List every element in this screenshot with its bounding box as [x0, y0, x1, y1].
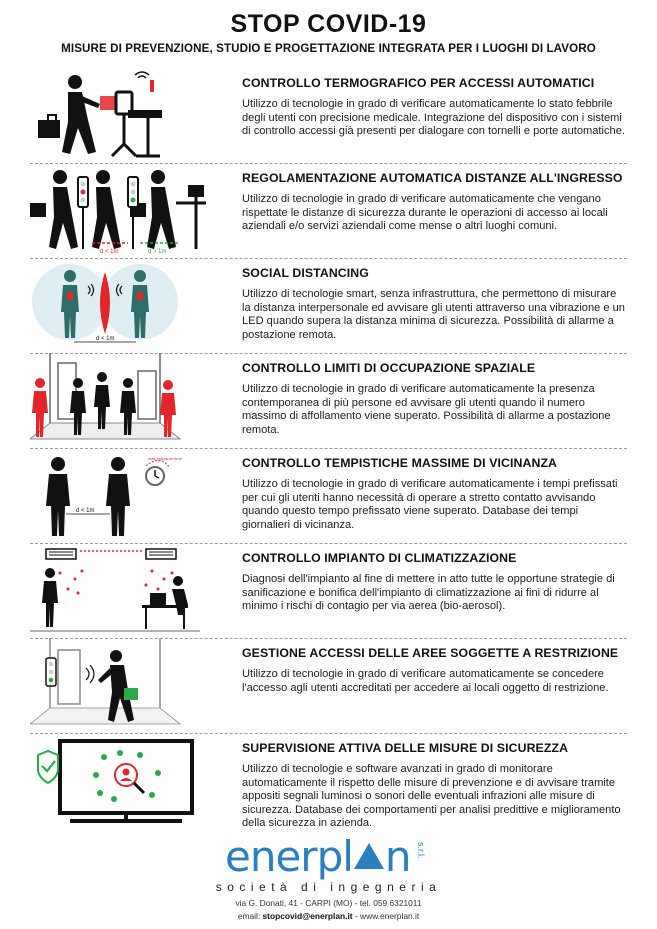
section-title: SOCIAL DISTANCING [242, 266, 369, 280]
website-text: - www.enerplan.it [352, 911, 420, 921]
entrance-distance-illustration [30, 163, 230, 255]
room-occupancy-illustration [30, 353, 230, 445]
section-text: Utilizzo di tecnologie in grado di verificare automaticamente la presenza contemporanea di più persone ed avvisare gli utenti quando il numero massimo di affollamento viene superato. Possibilità di allarme a postazione remota. [242, 383, 611, 436]
email-link[interactable]: stopcovid@enerplan.it [262, 911, 353, 921]
section-security-supervision [30, 733, 627, 833]
section-entrance-distance [30, 163, 627, 259]
thermal-scanner-illustration [30, 68, 230, 160]
section-text: Diagnosi dell'impianto al fine di mettere in atto tutte le opportune strategie di sanificazione e bonifica dell'impianto di climatizzazione ai fini di ridurre al minimo i rischi di contagio per via aerea (bio-aerosol). [242, 573, 615, 613]
section-title: GESTIONE ACCESSI DELLE AREE SOGGETTE A RESTRIZIONE [242, 646, 619, 660]
section-text: Utilizzo di tecnologie in grado di verificare automaticamente i tempi prefissati per cui gli utenti hanno necessità di operare a stretto contatto avvisando quando questo tempo prefissato viene superato. Database dei tempi giornalieri di vicinanza. [242, 478, 618, 531]
logo-triangle-icon [354, 843, 384, 869]
section-text: Utilizzo di tecnologie in grado di verificare automaticamente che vengano rispettate le distanze di sicurezza durante le operazioni di accesso ai locali aziendali e/o servizi aziendali come mense o altri luoghi comuni. [242, 193, 608, 233]
section-proximity-time [30, 448, 627, 544]
section-title: CONTROLLO TEMPISTICHE MASSIME DI VICINANZA [242, 456, 558, 470]
air-conditioning-illustration [30, 543, 230, 635]
distance-label: d < 1m [76, 508, 95, 514]
proximity-timer-illustration [30, 448, 230, 540]
company-footer [0, 832, 657, 929]
section-title: CONTROLLO IMPIANTO DI CLIMATIZZAZIONE [242, 551, 517, 565]
distance-label-red: d < 1m [100, 249, 119, 255]
section-air-conditioning [30, 543, 627, 639]
section-restricted-access [30, 638, 627, 734]
page-subtitle: MISURE DI PREVENZIONE, STUDIO E PROGETTAZIONE INTEGRATA PER I LUOGHI DI LAVORO [61, 42, 596, 55]
section-title: CONTROLLO TERMOGRAFICO PER ACCESSI AUTOMATICI [242, 76, 595, 90]
section-title: SUPERVISIONE ATTIVA DELLE MISURE DI SICUREZZA [242, 741, 569, 755]
section-thermal-control [30, 68, 627, 164]
section-text: Utilizzo di tecnologie in grado di verificare automaticamente lo stato febbrile degli utenti con precisione medicale. Integrazione del dispositivo con i sistemi di controllo accessi già presenti per dialogare con tornelli e porte automatiche. [242, 98, 625, 138]
page-title: STOP COVID-19 [230, 10, 427, 38]
section-text: Utilizzo di tecnologie in grado di verificare automaticamente se concedere l'accesso agli utenti accreditati per accedere ai locali oggetto di restrizione. [242, 668, 609, 694]
company-tagline: società di ingegneria [215, 880, 442, 894]
distance-label-green: d > 1m [148, 249, 167, 255]
distance-label: d < 1m [96, 336, 115, 342]
section-title: CONTROLLO LIMITI DI OCCUPAZIONE SPAZIALE [242, 361, 536, 375]
section-social-distancing [30, 258, 627, 354]
restricted-access-illustration [30, 638, 230, 730]
section-text: Utilizzo di tecnologie e software avanzati in grado di monitorare automaticamente il rispetto delle misure di prevenzione e di avvisare tramite appositi segnali luminosi o sonori delle eventuali infrazioni alle misure di sicurezza. Database dei comportamenti per analisi predittive e miglioramento della sicurezza in azienda. [242, 763, 621, 830]
company-address: via G. Donati, 41 - CARPI (MO) - tel. 059 6321011 [235, 898, 422, 908]
section-occupancy-limits [30, 353, 627, 449]
exposure-time-label: max exposure time [148, 456, 182, 461]
company-legal-form: s.r.l. [416, 842, 426, 859]
social-distancing-illustration [30, 258, 230, 350]
security-monitor-illustration [30, 733, 230, 825]
company-contacts: email: stopcovid@enerplan.it - www.enerplan.it [237, 911, 420, 921]
section-text: Utilizzo di tecnologie smart, senza infrastruttura, che permettono di misurare la distanza interpersonale ed avvisare gli utenti attraverso una vibrazione e un LED quando supera la distanza minima di sicurezza. Possibilità di allarme a postazione remota. [242, 288, 625, 341]
company-logo: enerpl n [225, 832, 411, 881]
section-title: REGOLAMENTAZIONE AUTOMATICA DISTANZE ALL'INGRESSO [242, 171, 623, 185]
